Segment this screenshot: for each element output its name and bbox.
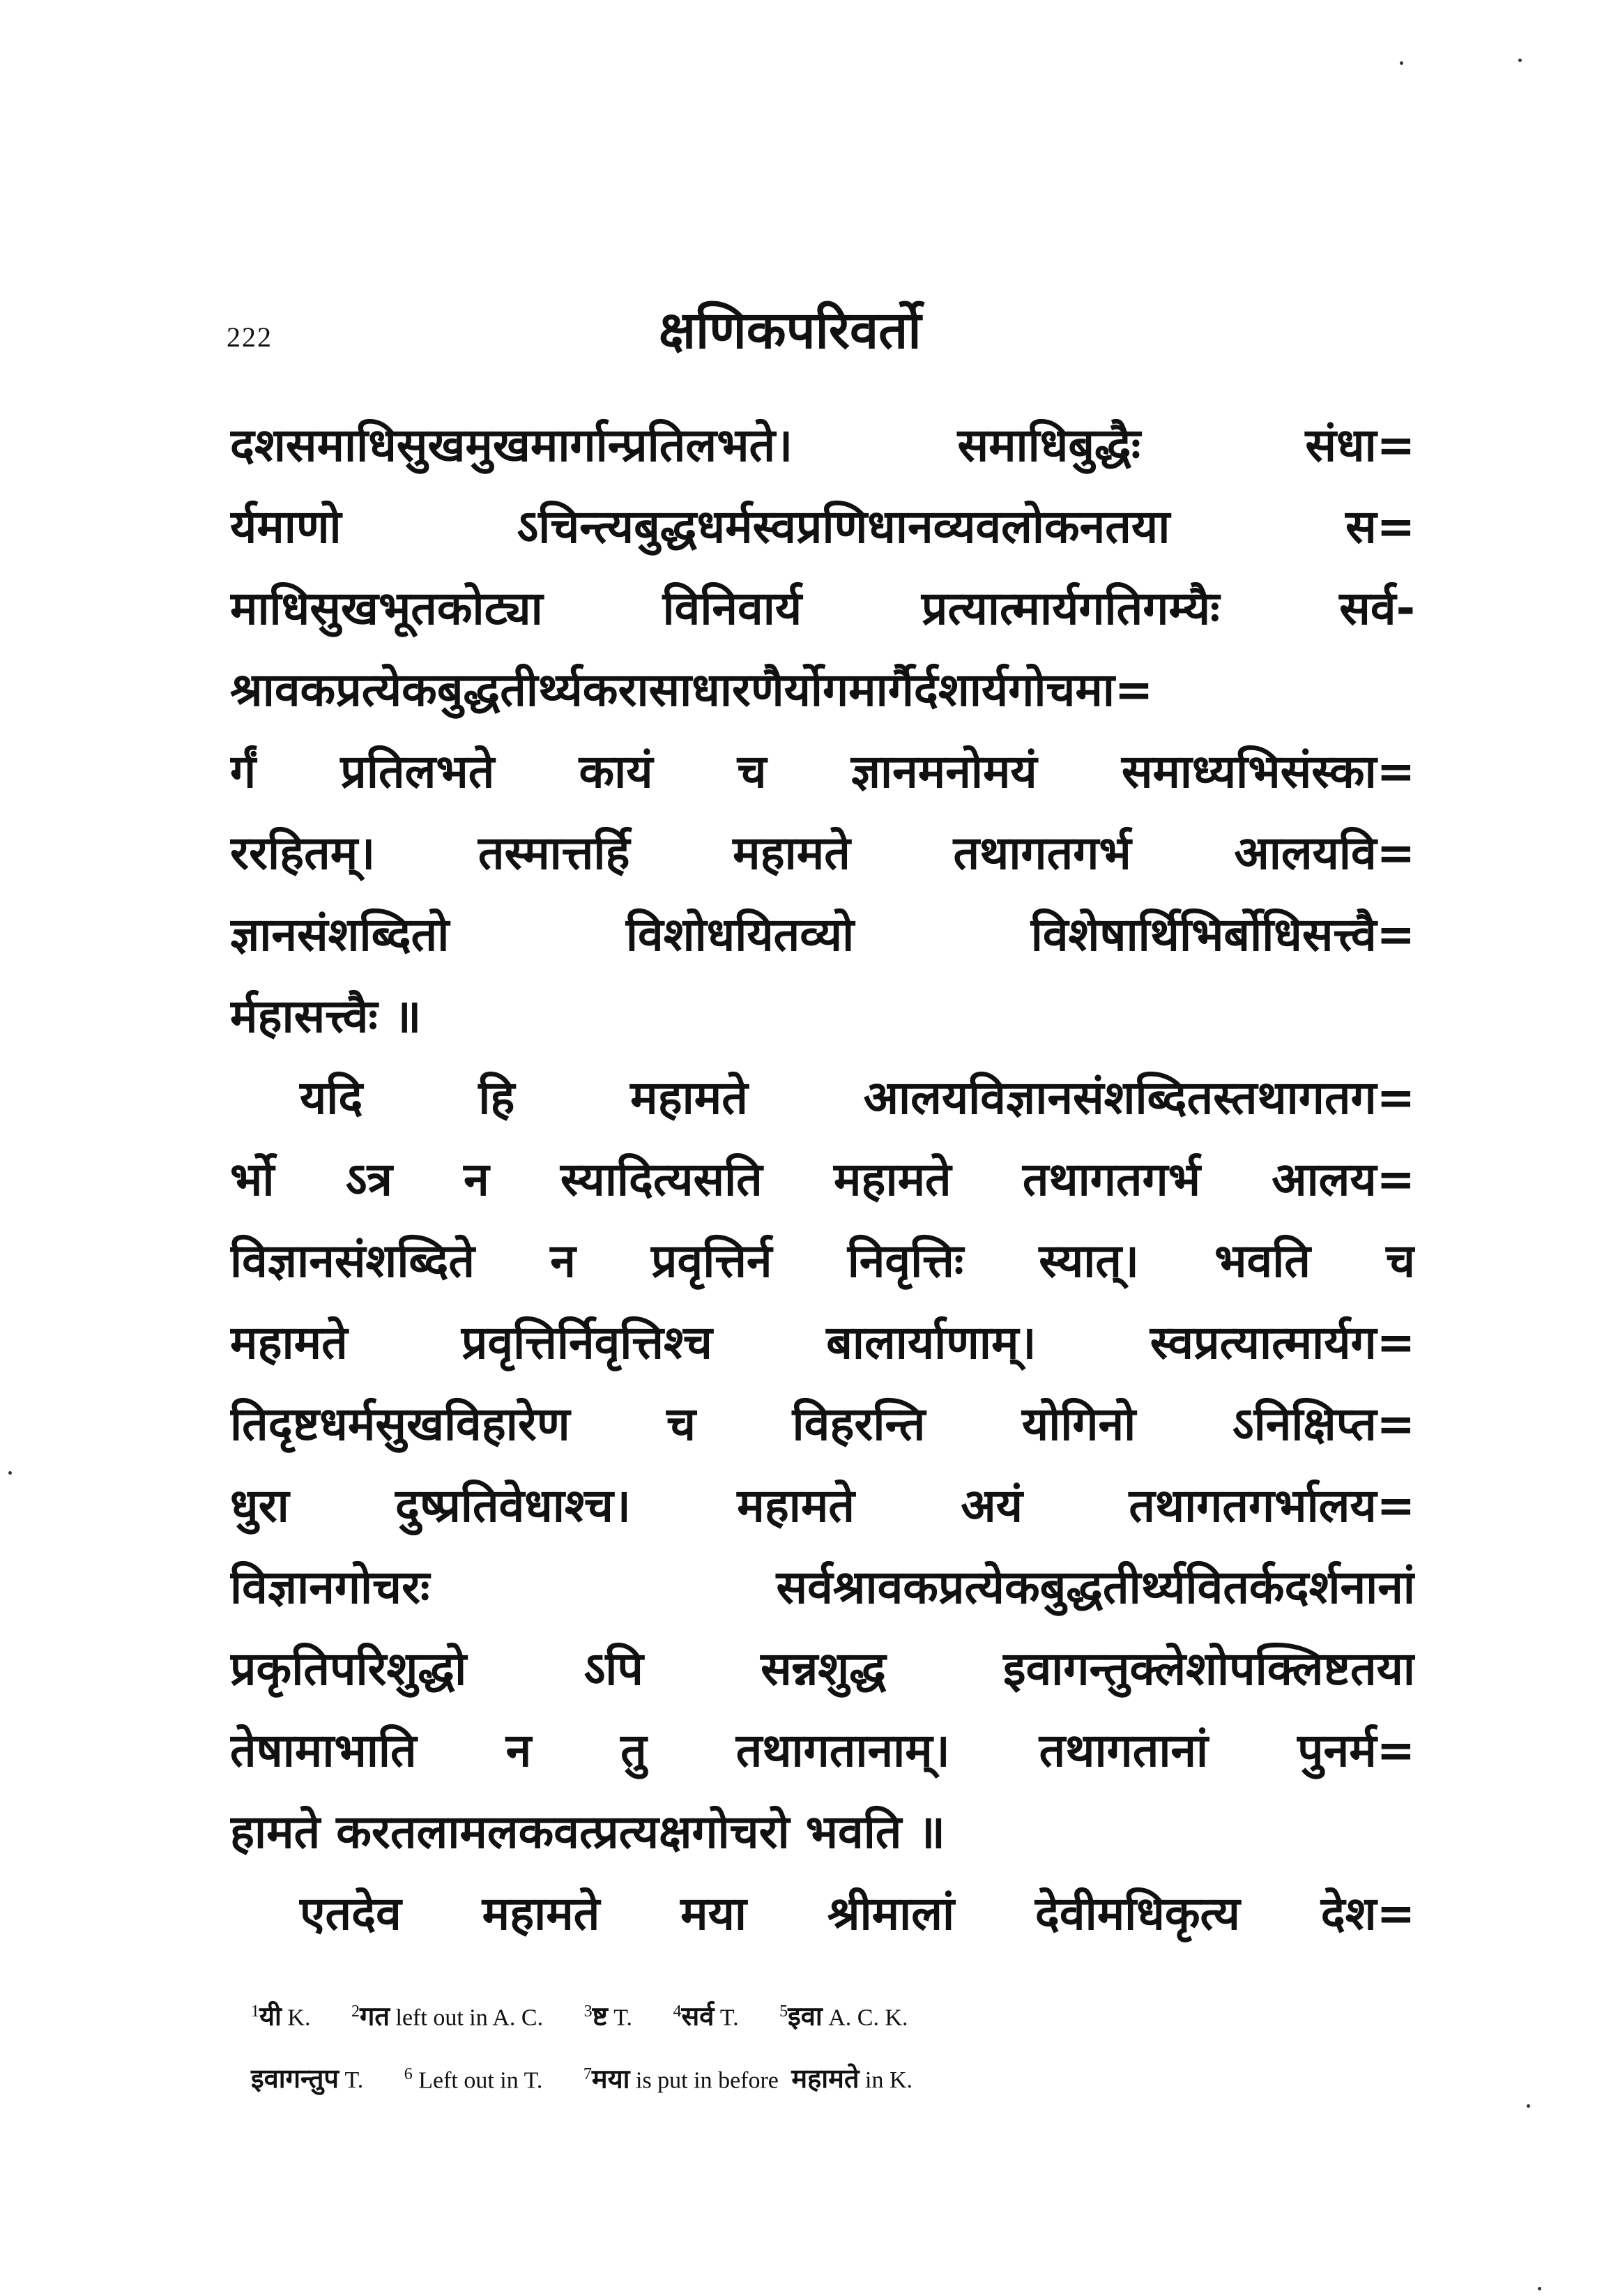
text-line: यदि हि महामते आलयविज्ञानसंशब्दितस्तथागतग=	[300, 1071, 1415, 1125]
footnote: $^2$गत left out in A. C.	[351, 2000, 544, 2032]
text-line: र्गं प्रतिलभते कायं च ज्ञानमनोमयं समाध्यभिसंस्का=	[230, 745, 1415, 798]
page-header	[227, 293, 1412, 370]
text-line: तेषामाभाति न तु तथागतानाम्। तथागतानां पुनर्म=	[230, 1724, 1415, 1777]
text-line: हामते करतलामलकवत्प्रत्यक्षगोचरो भवति ॥	[230, 1805, 945, 1859]
text-line: ज्ञानसंशब्दितो विशोधयितव्यो विशेषार्थिभिर्बोधिसत्त्वै=	[230, 908, 1415, 961]
text-line: विज्ञानगोचरः सर्वश्रावकप्रत्येकबुद्धतीर्थ्यवितर्कदर्शनानां	[230, 1560, 1415, 1614]
text-line: र्यमाणो ऽचिन्त्यबुद्धधर्मस्वप्रणिधानव्यवलोकनतया स=	[230, 500, 1415, 554]
text-line: महामते प्रवृत्तिर्निवृत्तिश्च बालार्याणाम्। स्वप्रत्यात्मार्यग=	[230, 1316, 1415, 1369]
text-line: प्रकृतिपरिशुद्धो ऽपि सन्नशुद्ध इवागन्तुक्लेशोपक्लिष्टतया	[230, 1642, 1415, 1696]
text-line: विज्ञानसंशब्दिते न प्रवृत्तिर्न निवृत्तिः स्यात्। भवति च	[230, 1234, 1415, 1288]
footnote: $^3$ष्ट T.	[583, 2000, 633, 2032]
footnote: $^1$यी K.	[251, 2000, 311, 2032]
paper-speck	[1527, 2104, 1530, 2108]
paper-speck	[8, 1471, 12, 1475]
text-line: दशसमाधिसुखमुखमार्गान्प्रतिलभते। समाधिबुद्धैः संधा=	[230, 418, 1415, 472]
footnotes	[251, 1980, 1408, 2106]
text-line: तिदृष्टधर्मसुखविहारेण च विहरन्ति योगिनो ऽनिक्षिप्त=	[230, 1397, 1415, 1451]
text-line: माधिसुखभूतकोट्या विनिवार्य प्रत्यात्मार्यगतिगम्यैः सर्व-	[230, 581, 1415, 635]
footnote-line	[251, 1980, 1408, 2043]
text-line: र्महासत्त्वैः ॥	[230, 989, 422, 1043]
footnote: इवागन्तुप T.	[251, 2063, 364, 2094]
text-line: धुरा दुष्प्रतिवेधाश्च। महामते अयं तथागतगर्भालय=	[230, 1479, 1415, 1533]
text-line: ररहितम्। तस्मात्तर्हि महामते तथागतगर्भ आलयवि=	[230, 826, 1415, 880]
paper-speck	[1400, 61, 1403, 65]
page-number: 222	[227, 321, 273, 353]
text-line: एतदेव महामते मया श्रीमालां देवीमधिकृत्य देश=	[300, 1887, 1415, 1940]
footnote-line	[251, 2043, 1408, 2106]
text-line: श्रावकप्रत्येकबुद्धतीर्थ्यकरासाधारणैर्योगमार्गैर्दशार्यगोचमा=	[230, 663, 1154, 717]
footnote: $^5$इवा A. C. K.	[779, 2000, 908, 2032]
paper-speck	[1538, 2287, 1541, 2290]
footnote: महामते in K.	[791, 2063, 913, 2094]
footnote: $^4$सर्व T.	[673, 2000, 739, 2032]
main-text	[230, 404, 1415, 1954]
footnote: $^6$ Left out in T.	[404, 2065, 543, 2094]
running-title: क्षणिकपरिवर्तो	[659, 301, 922, 360]
footnote: $^7$मया is put in before	[583, 2063, 779, 2094]
text-line: र्भो ऽत्र न स्यादित्यसति महामते तथागतगर्भ आलय=	[230, 1153, 1415, 1206]
paper-speck	[1518, 59, 1522, 62]
